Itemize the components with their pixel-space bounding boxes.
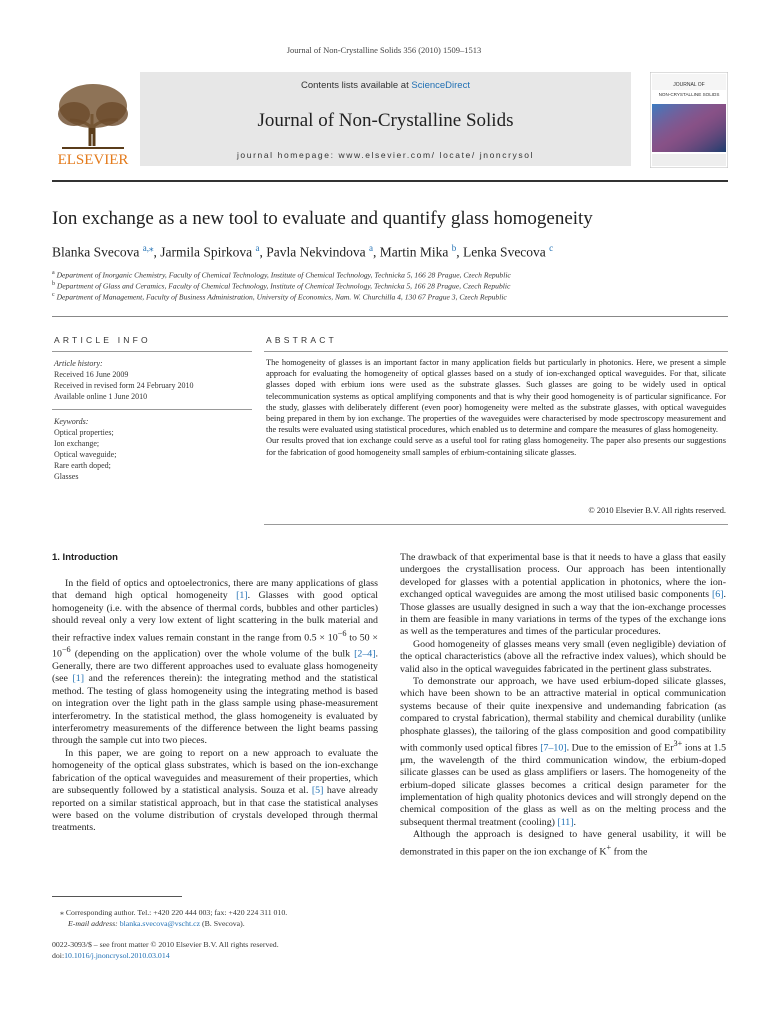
article-info-heading: ARTICLE INFO <box>54 335 151 345</box>
body-paragraph: Good homogeneity of glasses means very small (even negligible) deviation of the optical characteristics (above all the refractive index values), which should be valid also in the optical waveguides fabricated in the pertinent glass substrates. <box>400 638 726 675</box>
journal-cover-thumbnail <box>650 72 728 168</box>
article-title: Ion exchange as a new tool to evaluate and quantify glass homogeneity <box>52 208 593 229</box>
author-affil-sup: a <box>255 243 260 253</box>
author-affil-sup: c <box>549 243 554 253</box>
elsevier-wordmark: ELSEVIER <box>57 152 129 168</box>
affiliation-text: Department of Management, Faculty of Business Administration, University of Economics, Nam. W. Churchilla 4, 130 67 Prague 3, Czech Republic <box>56 292 507 302</box>
citation-link[interactable]: [7–10] <box>540 742 567 754</box>
body-paragraph: Although the approach is designed to have general usability, it will be demonstrated in this paper on the ion exchange of K+ from the <box>400 829 726 857</box>
elsevier-logo <box>52 76 134 168</box>
abstract-paragraph: Our results proved that ion exchange could serve as a useful tool for rating glass homogeneity. The paper also presents our suggestions for the fabrication of good homogeneity small samples of erbium-containing silicate glasses. <box>266 436 726 457</box>
article-info-rule <box>52 351 252 352</box>
citation-link[interactable]: [5] <box>311 785 324 797</box>
abstract-body <box>266 357 726 458</box>
keywords-rule <box>52 409 252 410</box>
abstract-heading: ABSTRACT <box>266 335 337 345</box>
journal-masthead <box>140 72 631 166</box>
author[interactable]: Blanka Svecova <box>52 244 140 260</box>
keyword[interactable]: Optical properties; <box>54 428 114 437</box>
affiliation-text: Department of Glass and Ceramics, Faculty of Chemical Technology, Institute of Chemical Technology, Technicka 5, 166 28 Prague, Czech Republic <box>56 281 511 291</box>
email-label: E-mail address: <box>68 919 118 928</box>
sciencedirect-link[interactable]: ScienceDirect <box>411 80 470 91</box>
author[interactable]: Martin Mika <box>379 244 449 260</box>
abstract-bottom-rule <box>264 524 728 525</box>
body-column-left <box>52 578 378 835</box>
citation-link[interactable]: [1] <box>72 673 84 685</box>
footnote-rule <box>52 896 182 897</box>
contents-prefix: Contents lists available at <box>301 80 409 91</box>
body-paragraph: To demonstrate our approach, we have used erbium-doped silicate glasses, which have been shown to be an attractive material in optical communication systems because of their quite inexpensive and undemanding fabrication (as compared to crystal fabrication), thermal stability and chemical durability (unlike phosphate glasses), the tailoring of the glass composition and good compatibility with commonly used optical fibres [7–10]. Due to the emission of $Er^{3+}$ ions at 1.5 μm, the wavelength of the third communication window, the erbium-doped silicate glasses can be used as glass amplifiers or lasers. The homogeneity of the erbium-doped silicate glasses becomes a critical design parameter for the implementation of high quality photonics devices and will strongly depend on the chemical composition of the glass as well as on the melting process and the subsequent thermal treatment (cooling) [11]. <box>400 676 727 828</box>
affiliation-sup: b <box>52 281 55 287</box>
keyword[interactable]: Ion exchange; <box>54 439 100 448</box>
keyword[interactable]: Optical waveguide; <box>54 450 117 459</box>
keyword[interactable]: Rare earth doped; <box>54 461 111 470</box>
doi-prefix: doi: <box>52 951 65 960</box>
affiliation <box>52 281 732 291</box>
keyword[interactable]: Glasses <box>54 472 79 481</box>
keywords-label: Keywords: <box>54 417 89 426</box>
email-link[interactable]: blanka.svecova@vscht.cz <box>119 919 201 928</box>
header-rule <box>52 180 728 182</box>
affiliation-rule <box>52 316 728 317</box>
citation-link[interactable]: [11] <box>557 816 574 828</box>
body-paragraph: In this paper, we are going to report on a new approach to evaluate the homogeneity of the optical glass substrates, which is based on the ion-exchange fabrication of the optical waveguides and measurement of their properties, which are subsequently followed by a statistical analysis. Souza et al. [5] have already reported on a similar statistical approach, but in that case the statistical analyses were based on the volume distribution of crystals developed through thermal treatments. <box>52 747 378 834</box>
email-suffix: (B. Svecova). <box>200 919 245 928</box>
author-list: Blanka Svecova $^{a,⁎}$, Jarmila Spirkova $^a$, Pavla Nekvindova $^a$, Martin Mika $^b$, Lenka Svecova $^c$ <box>52 243 554 260</box>
doi-link[interactable]: 10.1016/j.jnoncrysol.2010.03.014 <box>64 951 170 960</box>
author-affil-sup: b <box>451 243 457 253</box>
cover-title-line2: NON-CRYSTALLINE SOLIDS <box>658 92 720 97</box>
cover-title-line1: JOURNAL OF <box>673 82 705 88</box>
running-header: Journal of Non-Crystalline Solids 356 (2010) 1509–1513 <box>286 45 482 55</box>
affiliation-text: Department of Inorganic Chemistry, Faculty of Chemical Technology, Institute of Chemical Technology, Technicka 5, 166 28 Prague, Czech Republic <box>56 270 511 280</box>
corresponding-author-note: ⁎ Corresponding author. Tel.: +420 220 444 003; fax: +420 224 311 010. <box>60 908 288 917</box>
affiliation-sup: c <box>52 292 55 298</box>
elsevier-tree-icon <box>52 76 134 168</box>
author-affil-sup: a <box>368 243 373 253</box>
citation-link[interactable]: [1] <box>236 590 248 602</box>
contents-line <box>140 80 631 91</box>
author-affil-sup: a,⁎ <box>142 243 154 253</box>
affiliation <box>52 292 732 302</box>
doi-line <box>52 951 382 960</box>
citation-link[interactable]: [2–4] <box>354 648 376 660</box>
history-item: Received in revised form 24 February 2010 <box>54 381 194 390</box>
citation-link[interactable]: [6] <box>712 589 724 601</box>
author[interactable]: Lenka Svecova <box>462 244 546 260</box>
author[interactable]: Pavla Nekvindova <box>266 244 366 260</box>
abstract-rule <box>264 351 728 352</box>
body-column-right <box>400 552 726 858</box>
body-paragraph: In the field of optics and optoelectronics, there are many applications of glass that demand high optical homogeneity [1]. Glasses with good optical homogeneity (i.e. with the absence of thermal cords, bubbles and other particles) should reveal only a very low extent of light scattering in the bulk material and their refractive index values remain constant in the range from $0.5 \times 10^{-6}$ to $50 \times 10^{-6}$ (depending on the application) over the whole volume of the bulk [2–4]. Generally, there are two different approaches used to evaluate glass homogeneity (see [1] and the references therein): the integrating method and the statistical method. The testing of glass homogeneity using the integrating method is based on integration over the light path in the glass sample using phase-measurement interferometry. In the statistical method, the glass homogeneity is evaluated by interferometry measurements of the difference between the light beams passing through the sample cut into two pieces. <box>52 578 378 747</box>
email-line <box>68 919 398 928</box>
history-item: Received 16 June 2009 <box>54 370 129 379</box>
issn-line: 0022-3093/$ – see front matter © 2010 Elsevier B.V. All rights reserved. <box>52 940 279 949</box>
journal-name: Journal of Non-Crystalline Solids <box>257 110 514 131</box>
copyright-notice: © 2010 Elsevier B.V. All rights reserved. <box>588 506 726 515</box>
affiliation-sup: a <box>52 270 55 276</box>
journal-homepage[interactable]: journal homepage: www.elsevier.com/ locate/ jnoncrysol <box>236 150 535 160</box>
affiliation <box>52 270 732 280</box>
body-paragraph: The drawback of that experimental base is that it needs to have a glass that easily undergoes the crystallisation process. Our approach has been intentionally developed for glasses with a potential application in photonics, where the ion-exchanged optical waveguides are among the most utilised basic components [6]. Those glasses are usually designed in such a way that the ion-exchange processes in them are feasible in many variations in terms of the types of the exchange ions as well as the temperatures and times of the particular procedures. <box>400 552 726 638</box>
history-item: Available online 1 June 2010 <box>54 392 148 401</box>
section-heading-introduction: 1. Introduction <box>52 552 118 563</box>
abstract-paragraph: The homogeneity of glasses is an important factor in many application fields but particularly in photonics. Here, we present a simple approach for evaluating the homogeneity of optical glasses based on a study of ion-exchanged optical waveguides. For that, silicate glasses doped with erbium ions were used as the substrate glasses. Such glasses are going to be widely used in optical telecommunication systems as optical amplifying components and that is why their good homogeneity is of particular significance. For the study, glasses with deliberately different (even poor) homogeneity were melted as the substrate glasses, with optical waveguides being prepared in them by ion exchange. The properties of the waveguides were characterised by mode spectroscopy measurement and the results were evaluated using statistical procedures, which enabled us to determine and compare the measures of glass homogeneity. <box>266 358 726 435</box>
author[interactable]: Jarmila Spirkova <box>160 244 253 260</box>
history-label: Article history: <box>54 359 103 368</box>
